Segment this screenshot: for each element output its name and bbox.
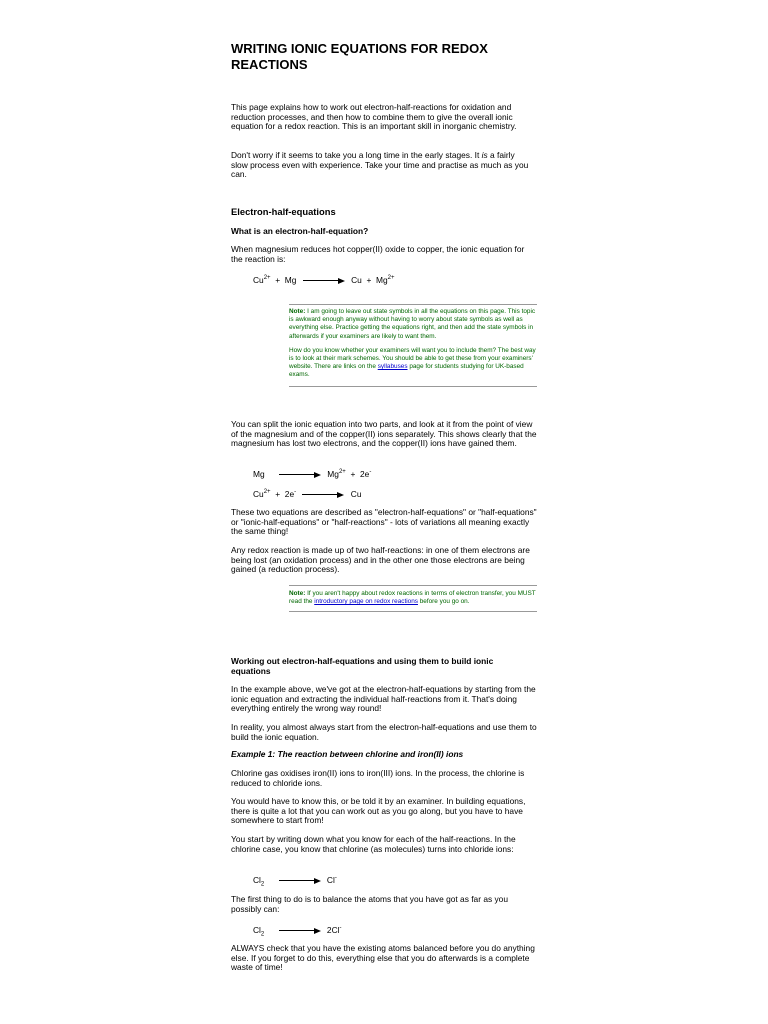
- eq-charge: 2+: [263, 489, 271, 496]
- eq-term: Cl: [326, 875, 335, 885]
- paragraph: In reality, you almost always start from the electron-half-equations and use them to build the ionic equation.: [231, 722, 537, 742]
- intro-paragraph-2: [231, 151, 531, 180]
- note-text: page for students studying for UK-based exams.: [289, 363, 524, 379]
- eq-plus: +: [366, 275, 372, 285]
- intro-paragraph: This page explains how to work out electron-half-reactions for oxidation and reduction processes, and then how to combine them to give the overall ionic equation for a redox reaction. This is an important skill in inorganic chemistry.: [231, 102, 517, 132]
- intro2-text-after: a fairly slow process even with experience. Take your time and practise as much as you can.: [231, 150, 529, 180]
- paragraph: ALWAYS check that you have the existing atoms balanced before you do anything else. If you forget to do this, everything else that you do afterwards is a complete waste of time!: [231, 943, 535, 973]
- paragraph: The first thing to do is to balance the atoms that you have got as far as you possibly can:: [231, 894, 509, 914]
- syllabuses-link[interactable]: syllabuses: [377, 363, 408, 371]
- intro2-emphasis: is: [481, 150, 488, 160]
- reaction-arrow-icon: [279, 928, 321, 934]
- paragraph: In the example above, we've got at the electron-half-equations by starting from the ionic equation and extracting the individual half-reactions from it. That's doing everything entirely the wrong way round!: [231, 684, 536, 714]
- note-text: If you aren't happy about redox reactions in terms of electron transfer, you MUST read the: [289, 590, 536, 606]
- section-heading-electron-half-equations: Electron-half-equations: [231, 206, 336, 217]
- eq-charge: -: [294, 489, 297, 496]
- redox-intro-link[interactable]: introductory page on redox reactions: [314, 598, 418, 606]
- eq-charge: 2+: [263, 275, 271, 282]
- eq-charge: 2+: [338, 469, 346, 476]
- eq-plus: +: [275, 489, 281, 499]
- eq-term: Mg: [376, 275, 388, 285]
- eq-subscript: 2: [260, 881, 265, 888]
- eq-term: Cl: [253, 925, 261, 935]
- eq-charge: 2+: [387, 275, 395, 282]
- intro2-text-before: Don't worry if it seems to take you a long time in the early stages. It: [231, 150, 482, 160]
- eq-term: Cl: [253, 875, 261, 885]
- eq-plus: +: [350, 469, 356, 479]
- note-label: Note:: [289, 590, 306, 597]
- note-paragraph: [289, 308, 537, 341]
- page-title: WRITING IONIC EQUATIONS FOR REDOX REACTIONS: [231, 41, 488, 72]
- eq-term: Cu: [350, 489, 362, 499]
- paragraph: You start by writing down what you know for each of the half-reactions. In the chlorine case, you know that chlorine (as molecules) turns into chloride ions:: [231, 834, 516, 854]
- eq-charge: -: [334, 875, 337, 882]
- section-heading-working-out: Working out electron-half-equations and using them to build ionic equations: [231, 656, 494, 676]
- paragraph: When magnesium reduces hot copper(II) oxide to copper, the ionic equation for the reaction is:: [231, 244, 525, 264]
- half-equation-magnesium: [253, 469, 371, 479]
- note-text: How do you know whether your examiners will want you to include them? The best way is to look at their mark schemes. You should be able to get these from your examiners' website. There are links on the: [289, 346, 536, 371]
- eq-term: 2Cl: [326, 925, 340, 935]
- note-paragraph-2: [289, 347, 537, 380]
- eq-term: Cu: [253, 489, 264, 499]
- note-text: I am going to leave out state symbols in all the equations on this page. This topic is awkward enough anyway without having to worry about state symbols as well as everything else. Practice getting the equations right, and then add the state symbols in afterwards if your examiners are likely to want them.: [289, 308, 536, 340]
- paragraph: Chlorine gas oxidises iron(II) ions to iron(III) ions. In the process, the chlorine is reduced to chloride ions.: [231, 768, 525, 788]
- paragraph: Any redox reaction is made up of two half-reactions: in one of them electrons are being lost (an oxidation process) and in the other one those electrons are being gained (a reduction process).: [231, 545, 530, 575]
- note-paragraph: [289, 590, 537, 606]
- half-equation-chlorine-balanced: [253, 925, 342, 938]
- example-heading: Example 1: The reaction between chlorine and iron(II) ions: [231, 749, 464, 759]
- eq-term: Mg: [253, 469, 265, 479]
- paragraph: You would have to know this, or be told it by an examiner. In building equations, there is quite a lot that you can work out as you go along, but you have to have somewhere to start from!: [231, 796, 526, 826]
- eq-term: Mg: [284, 275, 297, 285]
- note-box-state-symbols: [289, 304, 537, 387]
- eq-subscript: 2: [260, 931, 265, 938]
- ionic-equation: [253, 275, 395, 285]
- eq-term: Mg: [327, 469, 339, 479]
- subheading-what-is: What is an electron-half-equation?: [231, 226, 369, 236]
- reaction-arrow-icon: [303, 278, 345, 284]
- paragraph: These two equations are described as "electron-half-equations" or "half-equations" or "ionic-half-equations" or "half-reactions" - lots of variations all meaning exactly the same thing!: [231, 507, 537, 537]
- eq-term: Cu: [253, 275, 264, 285]
- eq-term: Cu: [351, 275, 362, 285]
- note-box-redox-intro: [289, 585, 537, 612]
- note-text: before you go on.: [417, 598, 470, 606]
- eq-term: 2e: [360, 469, 370, 479]
- half-equation-copper: [253, 489, 361, 499]
- reaction-arrow-icon: [279, 878, 321, 884]
- eq-plus: +: [275, 275, 281, 285]
- eq-term: 2e: [284, 489, 295, 499]
- paragraph: You can split the ionic equation into two parts, and look at it from the point of view of the magnesium and of the copper(II) ions separately. This shows clearly that the magnesium has lost two electrons, and the copper(II) ions have gained them.: [231, 419, 537, 449]
- half-equation-chlorine: [253, 875, 337, 888]
- eq-charge: -: [369, 469, 372, 476]
- reaction-arrow-icon: [279, 472, 321, 478]
- reaction-arrow-icon: [302, 492, 344, 498]
- note-label: Note:: [289, 308, 306, 315]
- eq-charge: -: [339, 925, 342, 932]
